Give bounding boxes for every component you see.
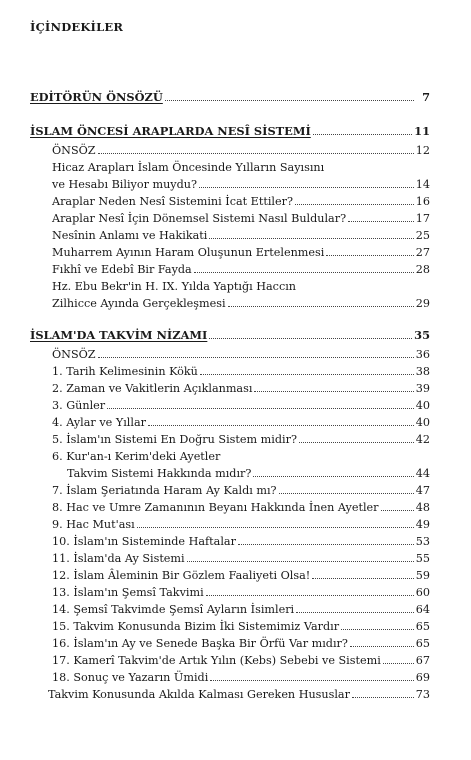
toc-entry[interactable]: [52, 379, 430, 395]
dot-leader: [238, 544, 414, 545]
toc-page-number: 47: [415, 484, 430, 497]
toc-page-number: 59: [415, 569, 430, 582]
toc-page-number: 44: [415, 467, 430, 480]
toc-page-number: 40: [415, 399, 430, 412]
toc-page-number: 53: [415, 535, 430, 548]
toc-entry-title: 2. Zaman ve Vakitlerin Açıklanması: [52, 382, 253, 395]
toc-entry[interactable]: [52, 226, 430, 242]
toc-entry[interactable]: [52, 498, 430, 514]
dot-leader: [313, 134, 412, 135]
toc-entry-title: 7. İslam Şeriatında Haram Ay Kaldı mı?: [52, 484, 277, 497]
toc-entry-title: ve Hesabı Biliyor muydu?: [52, 178, 197, 191]
dot-leader: [194, 272, 414, 273]
toc-entry[interactable]: [52, 243, 430, 259]
toc-entry[interactable]: [52, 141, 430, 157]
dot-leader: [295, 204, 414, 205]
toc-entry-title: 17. Kamerî Takvim'de Artık Yılın (Kebs) Sebebi ve Sistemi: [52, 654, 381, 667]
toc-entry[interactable]: [52, 158, 430, 174]
toc-entry-title: İSLAM ÖNCESİ ARAPLARDA NESÎ SİSTEMİ: [30, 124, 311, 138]
dot-leader: [209, 338, 412, 339]
toc-entry-title: 14. Şemsî Takvimde Şemsî Ayların İsimleri: [52, 603, 295, 616]
toc-entry[interactable]: [52, 481, 430, 497]
toc-entry[interactable]: [52, 175, 430, 191]
toc-page-number: 14: [415, 178, 430, 191]
toc-page-number: 42: [415, 433, 430, 446]
toc-entry[interactable]: [52, 583, 430, 599]
dot-leader: [187, 561, 414, 562]
toc-entry[interactable]: [52, 532, 430, 548]
dot-leader: [206, 595, 414, 596]
toc-section-takvim[interactable]: [30, 326, 430, 342]
toc-page-number: 35: [414, 328, 430, 342]
toc-entry[interactable]: [52, 277, 430, 293]
toc-entry[interactable]: [52, 617, 430, 633]
toc-page-number: 25: [415, 229, 430, 242]
dot-leader: [228, 306, 414, 307]
toc-entry[interactable]: [52, 549, 430, 565]
toc-entry-title: Hz. Ebu Bekr'in H. IX. Yılda Yaptığı Haccın: [52, 280, 296, 293]
toc-entry-title: Hicaz Arapları İslam Öncesinde Yılların Sayısını: [52, 161, 325, 174]
dot-leader: [165, 100, 414, 101]
toc-entry-title: 12. İslam Âleminin Bir Gözlem Faaliyeti Olsa!: [52, 569, 311, 582]
toc-entry[interactable]: [52, 345, 430, 361]
toc-entry-title: Muharrem Ayının Haram Oluşunun Ertelenmesi: [52, 246, 325, 259]
toc-entry-title: Takvim Sistemi Hakkında mıdır?: [67, 467, 252, 480]
toc-entry[interactable]: [52, 600, 430, 616]
toc-entry-title: 4. Aylar ve Yıllar: [52, 416, 146, 429]
toc-page-number: 65: [415, 637, 430, 650]
toc-entry[interactable]: [52, 634, 430, 650]
toc-entry-title: Fıkhî ve Edebî Bir Fayda: [52, 263, 192, 276]
toc-page-number: 48: [415, 501, 430, 514]
toc-page-number: 27: [415, 246, 430, 259]
dot-leader: [381, 510, 414, 511]
dot-leader: [296, 612, 414, 613]
toc-page-number: 67: [415, 654, 430, 667]
toc-entry-title: Zilhicce Ayında Gerçekleşmesi: [52, 297, 226, 310]
dot-leader: [279, 493, 414, 494]
toc-entry[interactable]: [52, 413, 430, 429]
toc-entry[interactable]: [52, 396, 430, 412]
toc-entry[interactable]: [52, 515, 430, 531]
dot-leader: [210, 680, 413, 681]
toc-entry[interactable]: [52, 260, 430, 276]
toc-entry-title: 5. İslam'ın Sistemi En Doğru Sistem midir?: [52, 433, 297, 446]
toc-entry-title: Araplar Nesî İçin Dönemsel Sistemi Nasıl Buldular?: [52, 212, 347, 225]
dot-leader: [137, 527, 414, 528]
toc-page-number: 65: [415, 620, 430, 633]
toc-page-number: 17: [415, 212, 430, 225]
page-title: İÇİNDEKİLER: [30, 20, 124, 34]
toc-page-number: 69: [415, 671, 430, 684]
toc-entry[interactable]: [52, 192, 430, 208]
toc-entry[interactable]: [52, 566, 430, 582]
toc-page-number: 40: [415, 416, 430, 429]
toc-page-number: 64: [415, 603, 430, 616]
toc-entry-title: 6. Kur'an-ı Kerim'deki Ayetler: [52, 450, 221, 463]
toc-entry-title: İSLAM'DA TAKVİM NİZAMI: [30, 328, 208, 342]
toc-entry-title: 13. İslam'ın Şemsî Takvimi: [52, 586, 204, 599]
dot-leader: [299, 442, 414, 443]
toc-entry[interactable]: [52, 430, 430, 446]
toc-entry[interactable]: [52, 668, 430, 684]
toc-page-number: 7: [422, 90, 430, 104]
dot-leader: [348, 221, 414, 222]
toc-entry-title: EDİTÖRÜN ÖNSÖZÜ: [30, 90, 163, 104]
dot-leader: [98, 153, 414, 154]
dot-leader: [312, 578, 413, 579]
toc-page-number: 11: [414, 124, 430, 138]
dot-leader: [98, 357, 414, 358]
toc-entry[interactable]: [52, 651, 430, 667]
toc-page-number: 36: [415, 348, 430, 361]
toc-entry-title: 16. İslam'ın Ay ve Senede Başka Bir Örfü Var mıdır?: [52, 637, 348, 650]
toc-entry-title: Nesînin Anlamı ve Hakikati: [52, 229, 208, 242]
toc-page-number: 16: [415, 195, 430, 208]
dot-leader: [200, 374, 414, 375]
toc-entry-title: 10. İslam'ın Sisteminde Haftalar: [52, 535, 236, 548]
toc-page-number: 39: [415, 382, 430, 395]
toc-entry-editor-preface[interactable]: [30, 88, 430, 104]
dot-leader: [209, 238, 413, 239]
toc-page-number: 73: [415, 688, 430, 701]
toc-entry-title: 18. Sonuç ve Yazarın Ümidi: [52, 671, 209, 684]
toc-entry-title: 9. Hac Mut'ası: [52, 518, 135, 531]
toc-page-number: 38: [415, 365, 430, 378]
toc-entry[interactable]: [52, 362, 430, 378]
toc-entry-title: ÖNSÖZ: [52, 144, 96, 157]
dot-leader: [199, 187, 414, 188]
toc-page-number: 55: [415, 552, 430, 565]
toc-entry[interactable]: [52, 294, 430, 310]
toc-page-number: 29: [415, 297, 430, 310]
toc-entry-title: 15. Takvim Konusunda Bizim İki Sistemimiz Vardır: [52, 620, 340, 633]
toc-page-number: 60: [415, 586, 430, 599]
toc-page-number: 28: [415, 263, 430, 276]
toc-page-number: 12: [415, 144, 430, 157]
dot-leader: [148, 425, 414, 426]
toc-entry[interactable]: [52, 447, 430, 463]
toc-section-nesi[interactable]: [30, 122, 430, 138]
toc-entry-title: Takvim Konusunda Akılda Kalması Gereken Hususlar: [48, 688, 350, 701]
toc-entry[interactable]: [52, 209, 430, 225]
toc-entry-title: 11. İslam'da Ay Sistemi: [52, 552, 185, 565]
dot-leader: [254, 391, 413, 392]
dot-leader: [341, 629, 414, 630]
toc-entry[interactable]: [67, 464, 430, 480]
toc-entry-title: Araplar Neden Nesî Sistemini İcat Ettiler?: [52, 195, 293, 208]
toc-entry[interactable]: [48, 685, 430, 701]
toc-entry-title: 3. Günler: [52, 399, 106, 412]
toc-entry-title: 1. Tarih Kelimesinin Kökü: [52, 365, 198, 378]
dot-leader: [326, 255, 413, 256]
dot-leader: [352, 697, 414, 698]
dot-leader: [350, 646, 414, 647]
dot-leader: [383, 663, 414, 664]
toc-entry-title: ÖNSÖZ: [52, 348, 96, 361]
dot-leader: [107, 408, 414, 409]
toc-page-number: 49: [415, 518, 430, 531]
dot-leader: [253, 476, 413, 477]
toc-entry-title: 8. Hac ve Umre Zamanının Beyanı Hakkında İnen Ayetler: [52, 501, 379, 514]
